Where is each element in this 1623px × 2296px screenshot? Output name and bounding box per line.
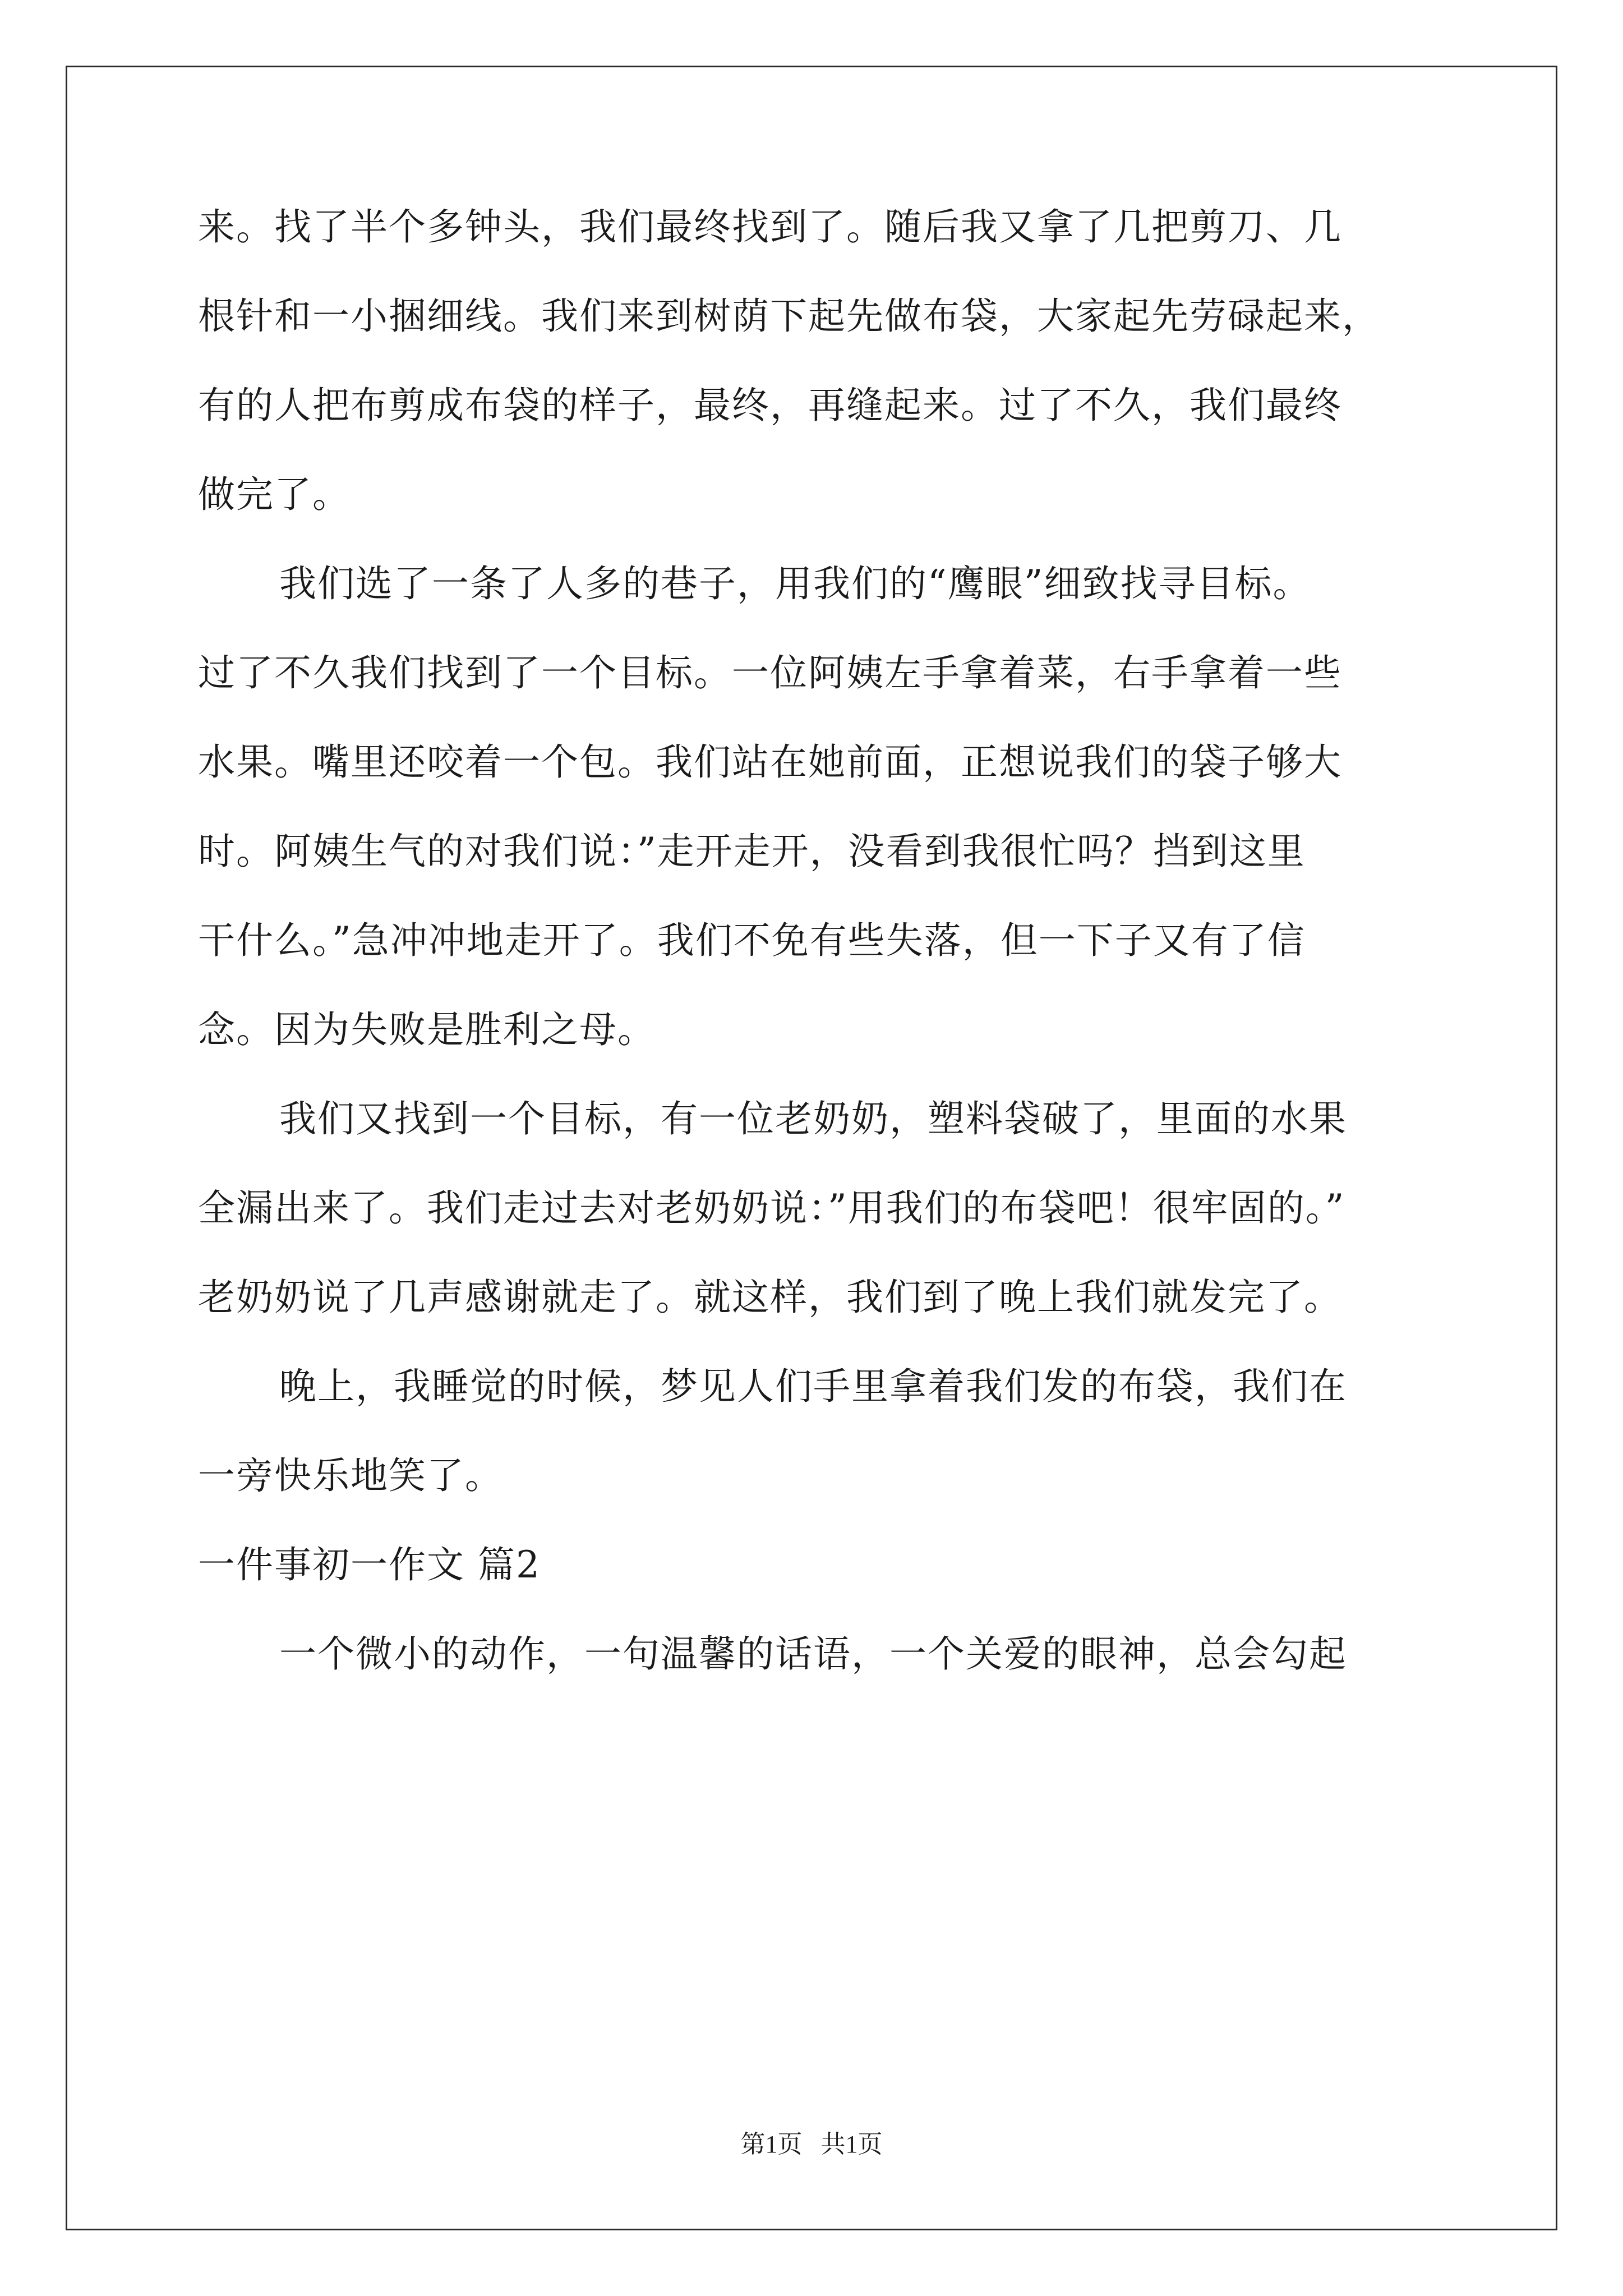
paragraph-first-line: 晚上，我睡觉的时候，梦见人们手里拿着我们发的布袋，我们在 <box>279 1365 1347 1408</box>
paragraph-first-line: 一个微小的动作，一句温馨的话语，一个关爱的眼神，总会勾起 <box>279 1632 1347 1676</box>
page-footer <box>0 2128 1623 2161</box>
text-line: 有的人把布剪成布袋的样子，最终，再缝起来。过了不久，我们最终 <box>198 384 1342 427</box>
text-line: 干什么。”急冲冲地走开了。我们不免有些失落，但一下子又有了信 <box>198 919 1306 962</box>
text-line: 全漏出来了。我们走过去对老奶奶说：”用我们的布袋吧！很牢固的。” <box>198 1186 1345 1230</box>
text-line: 过了不久我们找到了一个目标。一位阿姨左手拿着菜，右手拿着一些 <box>198 651 1342 694</box>
text-line: 老奶奶说了几声感谢就走了。就这样，我们到了晚上我们就发完了。 <box>198 1276 1342 1319</box>
text-line: 水果。嘴里还咬着一个包。我们站在她前面，正想说我们的袋子够大 <box>198 740 1342 784</box>
paragraph-first-line: 我们又找到一个目标，有一位老奶奶，塑料袋破了，里面的水果 <box>279 1097 1347 1140</box>
text-line: 根针和一小捆细线。我们来到树荫下起先做布袋，大家起先劳碌起来， <box>198 295 1380 338</box>
section-heading: 一件事初一作文 篇2 <box>198 1543 541 1586</box>
text-line: 念。因为失败是胜利之母。 <box>198 1008 656 1051</box>
text-line: 来。找了半个多钟头，我们最终找到了。随后我又拿了几把剪刀、几 <box>198 205 1342 249</box>
text-line: 时。阿姨生气的对我们说：”走开走开，没看到我很忙吗？挡到这里 <box>198 830 1306 873</box>
text-line: 做完了。 <box>198 473 351 516</box>
paragraph-first-line: 我们选了一条了人多的巷子，用我们的“鹰眼”细致找寻目标。 <box>279 562 1311 605</box>
text-line: 一旁快乐地笑了。 <box>198 1454 503 1497</box>
page-number: 第1页 共1页 <box>740 2131 883 2158</box>
